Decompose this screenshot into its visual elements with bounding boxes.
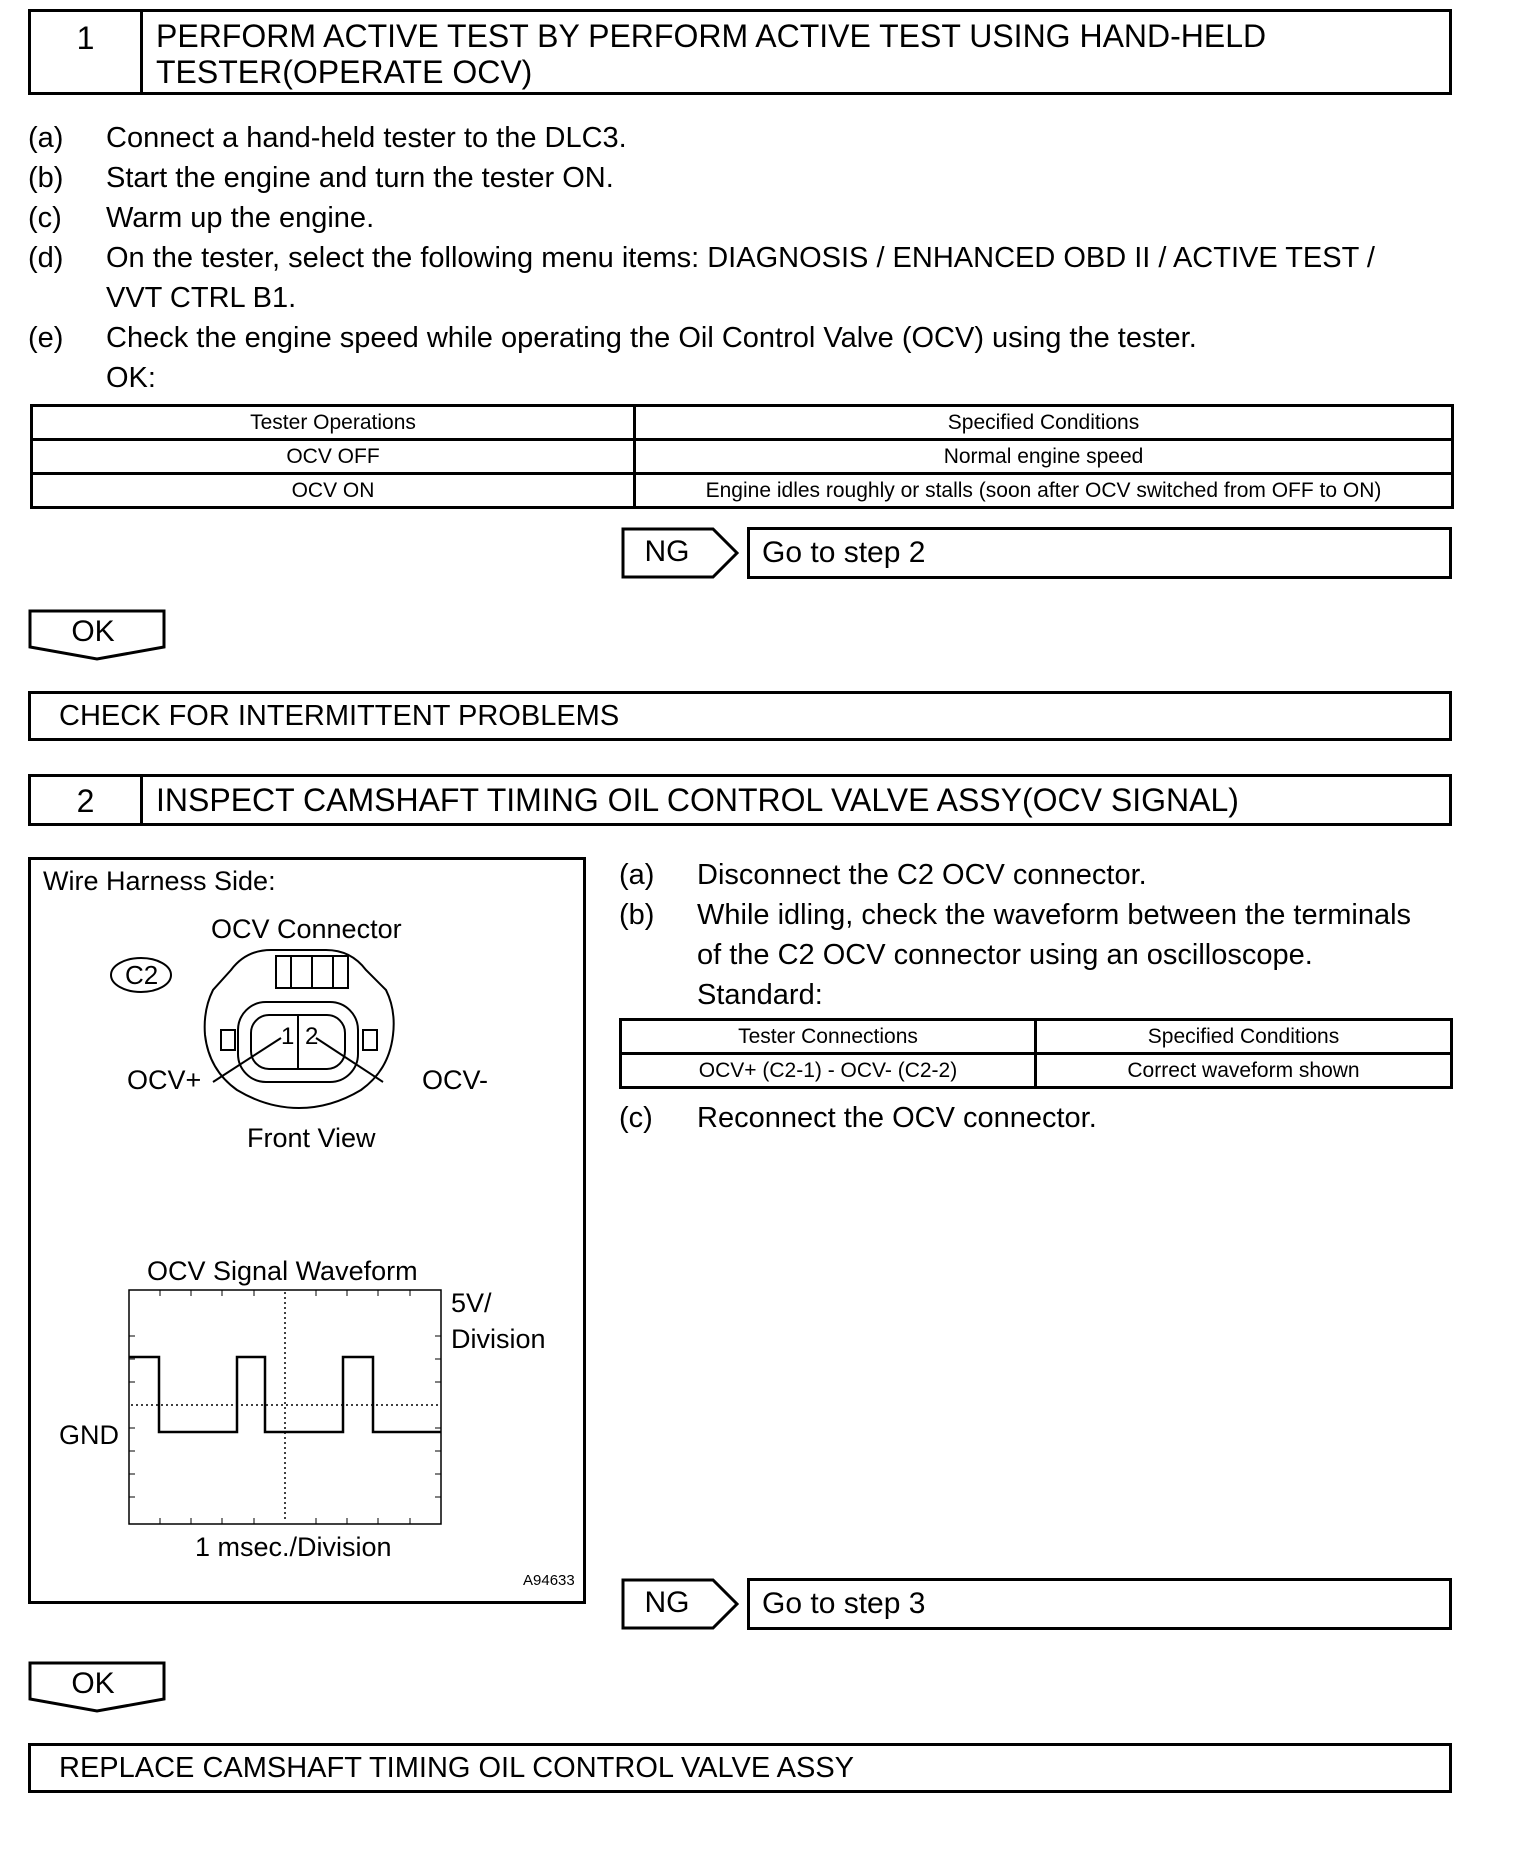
table-header: Specified Conditions (1036, 1020, 1452, 1054)
table-row (32, 440, 1453, 474)
instr-a-text: Connect a hand-held tester to the DLC3. (106, 122, 627, 154)
table-header: Tester Connections (621, 1020, 1036, 1054)
table-header-row (621, 1020, 1452, 1054)
step2-ok-tag (28, 1661, 166, 1713)
table-row (621, 1054, 1452, 1088)
volt-division-label-2: Division (451, 1324, 546, 1354)
instr-a-text: Disconnect the C2 OCV connector. (697, 859, 1147, 891)
pin-1-label: 1 (281, 1023, 295, 1050)
time-division-label: 1 msec./Division (195, 1532, 392, 1562)
step2-result: REPLACE CAMSHAFT TIMING OIL CONTROL VALVE ASSY (28, 1743, 1452, 1793)
ok-label: OK (71, 1667, 115, 1700)
instr-c-label: (c) (619, 1102, 653, 1134)
ocv-minus-label: OCV- (422, 1065, 489, 1095)
front-view-label: Front View (247, 1123, 376, 1153)
instr-c-text: Reconnect the OCV connector. (697, 1102, 1097, 1134)
ok-criteria-label: OK: (106, 362, 156, 394)
step2-goto-link[interactable]: Go to step 3 (747, 1578, 1452, 1630)
wire-harness-label: Wire Harness Side: (43, 866, 276, 896)
table-cell: OCV OFF (32, 440, 635, 474)
table-header: Specified Conditions (635, 406, 1453, 440)
step1-number: 1 (31, 12, 143, 92)
step1-instructions (28, 118, 1468, 398)
connector-title: OCV Connector (211, 914, 402, 944)
waveform-plot (31, 860, 583, 1601)
pin-2-label: 2 (305, 1023, 319, 1050)
step1-title-line1: PERFORM ACTIVE TEST BY PERFORM ACTIVE TEST USING HAND-HELD (156, 18, 1267, 54)
instr-a-label: (a) (28, 122, 64, 154)
step2-instruction-c (619, 1098, 1459, 1138)
table-cell: Engine idles roughly or stalls (soon after OCV switched from OFF to ON) (635, 474, 1453, 508)
connector-code-label: C2 (125, 960, 159, 990)
instr-e-text: Check the engine speed while operating the Oil Control Valve (OCV) using the tester. (106, 322, 1197, 354)
table-cell: OCV+ (C2-1) - OCV- (C2-2) (621, 1054, 1036, 1088)
instr-b-text: While idling, check the waveform between the terminals (697, 899, 1412, 931)
volt-division-label-1: 5V/ (451, 1288, 492, 1318)
step1-ng-tag (621, 527, 739, 579)
step2-header (28, 774, 1452, 826)
step1-title-line2: TESTER(OPERATE OCV) (156, 54, 533, 90)
step2-spec-table (619, 1018, 1453, 1089)
instr-b-text-cont: of the C2 OCV connector using an oscilloscope. (697, 939, 1313, 971)
figure-id: A94633 (523, 1572, 575, 1589)
instr-a-label: (a) (619, 859, 655, 891)
gnd-label: GND (59, 1420, 119, 1450)
step2-number: 2 (31, 777, 143, 823)
instr-b-label: (b) (28, 162, 64, 194)
waveform-title: OCV Signal Waveform (147, 1256, 418, 1286)
instr-e-label: (e) (28, 322, 64, 354)
step1-goto-link[interactable]: Go to step 2 (747, 527, 1452, 579)
instr-d-text: On the tester, select the following menu items: DIAGNOSIS / ENHANCED OBD II / ACTIVE TEST / (106, 242, 1375, 274)
instr-c-label: (c) (28, 202, 62, 234)
instr-b-text: Start the engine and turn the tester ON. (106, 162, 614, 194)
instr-b-label: (b) (619, 899, 655, 931)
table-row (32, 474, 1453, 508)
step1-header (28, 9, 1452, 95)
step2-instructions (619, 855, 1459, 1015)
connector-figure (28, 857, 586, 1604)
table-cell: Correct waveform shown (1036, 1054, 1452, 1088)
step2-title: INSPECT CAMSHAFT TIMING OIL CONTROL VALVE ASSY(OCV SIGNAL) (156, 782, 1239, 818)
step1-spec-table (30, 404, 1454, 509)
table-cell: Normal engine speed (635, 440, 1453, 474)
standard-label: Standard: (697, 979, 823, 1011)
step1-ok-tag (28, 609, 166, 661)
ng-label: NG (644, 535, 690, 568)
instr-d-label: (d) (28, 242, 64, 274)
table-cell: OCV ON (32, 474, 635, 508)
ocv-plus-label: OCV+ (127, 1065, 202, 1095)
step1-result: CHECK FOR INTERMITTENT PROBLEMS (28, 691, 1452, 741)
table-header-row (32, 406, 1453, 440)
table-header: Tester Operations (32, 406, 635, 440)
instr-d-text-cont: VVT CTRL B1. (106, 282, 297, 314)
ng-label: NG (644, 1586, 690, 1619)
ok-label: OK (71, 615, 115, 648)
step2-ng-tag (621, 1578, 739, 1630)
instr-c-text: Warm up the engine. (106, 202, 375, 234)
